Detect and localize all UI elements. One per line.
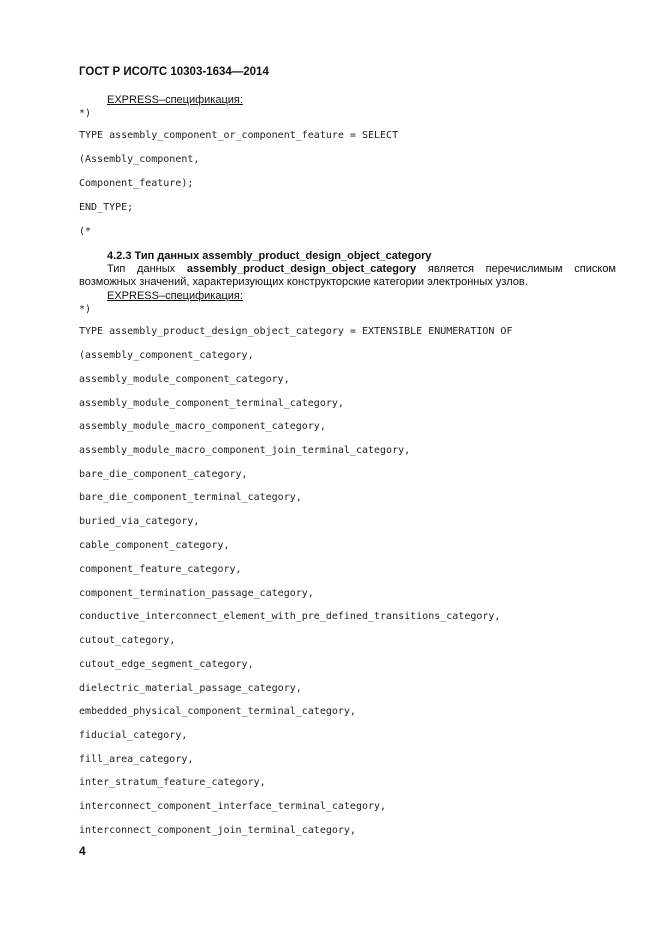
code-line: assembly_module_component_category,	[79, 374, 290, 385]
code-line: interconnect_component_interface_terminal_category,	[79, 801, 387, 812]
code-line: assembly_module_macro_component_join_terminal_category,	[79, 445, 411, 456]
code-line: inter_stratum_feature_category,	[79, 777, 266, 788]
code-line: TYPE assembly_product_design_object_category = EXTENSIBLE ENUMERATION OF	[79, 326, 513, 337]
para-type-name: assembly_product_design_object_category	[186, 263, 417, 275]
section-paragraph	[79, 263, 616, 289]
code-line: fiducial_category,	[79, 730, 188, 741]
code-line: interconnect_component_join_terminal_category,	[79, 825, 356, 836]
code-line: END_TYPE;	[79, 202, 134, 213]
para-prefix: Тип данных	[107, 263, 187, 275]
comment-close: *)	[79, 108, 92, 119]
code-line: fill_area_category,	[79, 754, 194, 765]
express-spec-label: EXPRESS–спецификация:	[107, 94, 243, 106]
code-line: Component_feature);	[79, 178, 194, 189]
code-line: TYPE assembly_component_or_component_feature = SELECT	[79, 130, 399, 141]
section-heading: 4.2.3 Тип данных assembly_product_design_object_category	[107, 250, 432, 262]
code-line: assembly_module_component_terminal_category,	[79, 398, 344, 409]
code-line: conductive_interconnect_element_with_pre_defined_transitions_category,	[79, 611, 501, 622]
code-line: cable_component_category,	[79, 540, 230, 551]
code-line: embedded_physical_component_terminal_category,	[79, 706, 356, 717]
code-line: cutout_edge_segment_category,	[79, 659, 254, 670]
code-line: component_termination_passage_category,	[79, 588, 314, 599]
code-line: bare_die_component_category,	[79, 469, 248, 480]
code-line: bare_die_component_terminal_category,	[79, 492, 302, 503]
code-line: cutout_category,	[79, 635, 176, 646]
code-line: assembly_module_macro_component_category,	[79, 421, 326, 432]
code-line: (*	[79, 226, 92, 237]
code-line: component_feature_category,	[79, 564, 242, 575]
express-spec-label: EXPRESS–спецификация:	[107, 290, 243, 302]
comment-close: *)	[79, 304, 92, 315]
page-number: 4	[79, 844, 86, 858]
para-suffix: является перечислимым списком возможных значений, характеризующих конструкторские категории электронных узлов.	[79, 263, 616, 288]
code-line: (Assembly_component,	[79, 154, 200, 165]
document-header: ГОСТ Р ИСО/ТС 10303-1634—2014	[79, 66, 269, 78]
code-line: buried_via_category,	[79, 516, 200, 527]
code-line: (assembly_component_category,	[79, 350, 254, 361]
code-line: dielectric_material_passage_category,	[79, 683, 302, 694]
